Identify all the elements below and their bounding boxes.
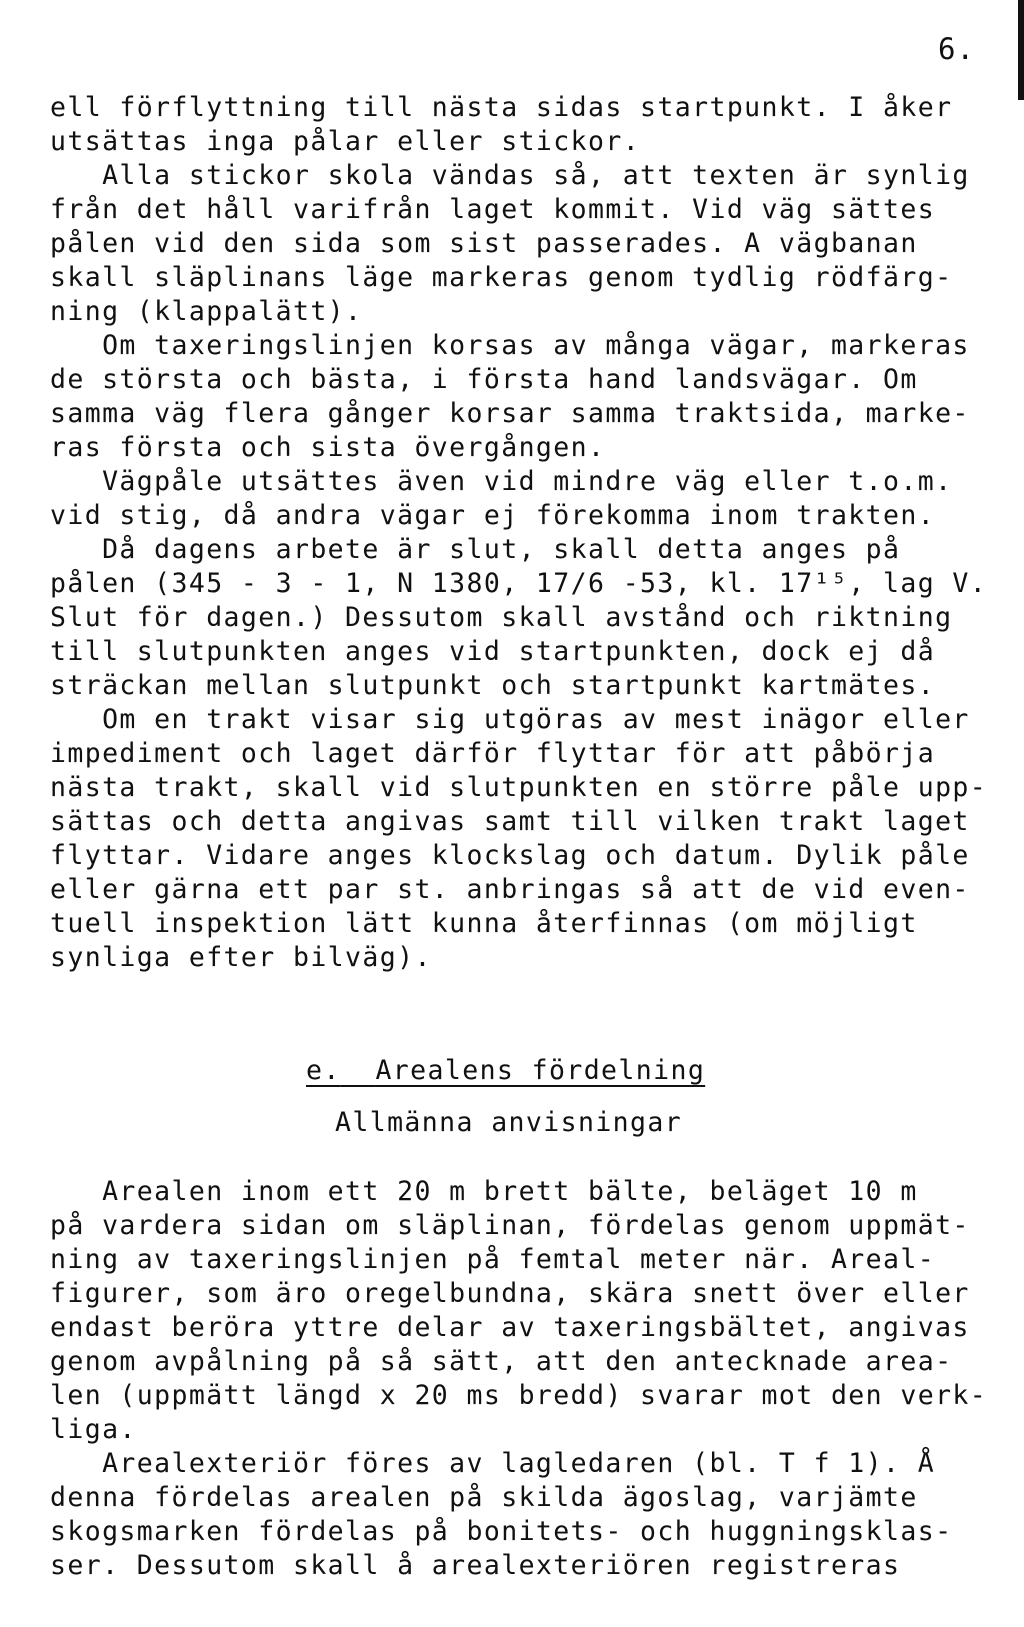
text-line: endast beröra yttre delar av taxeringsbältet, angivas	[50, 1312, 970, 1343]
text-line: Arealexteriör föres av lagledaren (bl. T f 1). Å	[50, 1448, 936, 1479]
text-line: sträckan mellan slutpunkt och startpunkt kartmätes.	[50, 670, 936, 701]
text-line: till slutpunkten anges vid startpunkten, dock ej då	[50, 636, 936, 667]
text-line: Vägpåle utsättes även vid mindre väg eller t.o.m.	[50, 466, 953, 497]
text-line: len (uppmätt längd x 20 ms bredd) svarar mot den verk-	[50, 1380, 988, 1411]
page-number: 6.	[938, 32, 975, 66]
text-line: Om taxeringslinjen korsas av många vägar, markeras	[50, 330, 970, 361]
text-line: på vardera sidan om släplinan, fördelas genom uppmät-	[50, 1210, 970, 1241]
text-line: denna fördelas arealen på skilda ägoslag, varjämte	[50, 1482, 918, 1513]
text-line: synliga efter bilväg).	[50, 942, 432, 973]
text-line: figurer, som äro oregelbundna, skära snett över eller	[50, 1278, 970, 1309]
text-line: pålen (345 - 3 - 1, N 1380, 17/6 -53, kl. 17¹⁵, lag V.	[50, 568, 988, 599]
text-line: Om en trakt visar sig utgöras av mest inägor eller	[50, 704, 970, 735]
text-line: Alla stickor skola vändas så, att texten är synlig	[50, 160, 970, 191]
text-line: skogsmarken fördelas på bonitets- och huggningsklas-	[50, 1516, 953, 1547]
text-line: vid stig, då andra vägar ej förekomma inom trakten.	[50, 500, 936, 531]
text-line: ning (klappalätt).	[50, 296, 363, 327]
text-line: skall släplinans läge markeras genom tydlig rödfärg-	[50, 262, 953, 293]
text-line: nästa trakt, skall vid slutpunkten en större påle upp-	[50, 772, 988, 803]
text-line: genom avpålning på så sätt, att den antecknade area-	[50, 1346, 953, 1377]
section-subtitle: Allmänna anvisningar	[335, 1107, 683, 1138]
text-line: impediment och laget därför flyttar för att påbörja	[50, 738, 936, 769]
text-line: pålen vid den sida som sist passerades. A vägbanan	[50, 228, 918, 259]
text-line: eller gärna ett par st. anbringas så att de vid even-	[50, 874, 970, 905]
text-line: flyttar. Vidare anges klockslag och datum. Dylik påle	[50, 840, 970, 871]
text-line: Arealen inom ett 20 m brett bälte, beläget 10 m	[50, 1176, 918, 1207]
section-letter: e.	[306, 1055, 341, 1086]
text-line: tuell inspektion lätt kunna återfinnas (om möjligt	[50, 908, 918, 939]
text-line: ser. Dessutom skall å arealexteriören registreras	[50, 1550, 901, 1581]
text-line: Då dagens arbete är slut, skall detta anges på	[50, 534, 901, 565]
section-spacer	[341, 1055, 376, 1086]
text-line: ell förflyttning till nästa sidas startpunkt. I åker	[50, 92, 953, 123]
text-line: från det håll varifrån laget kommit. Vid väg sättes	[50, 194, 936, 225]
text-line: ning av taxeringslinjen på femtal meter när. Areal-	[50, 1244, 936, 1275]
page-edge-rule	[1018, 0, 1024, 100]
section-title: Arealens fördelning	[375, 1055, 706, 1086]
text-line: liga.	[50, 1414, 137, 1445]
text-line: sättas och detta angivas samt till vilken trakt laget	[50, 806, 970, 837]
text-line: utsättas inga pålar eller stickor.	[50, 126, 641, 157]
text-line: Slut för dagen.) Dessutom skall avstånd och riktning	[50, 602, 953, 633]
text-line: ras första och sista övergången.	[50, 432, 606, 463]
text-line: samma väg flera gånger korsar samma traktsida, marke-	[50, 398, 970, 429]
text-line: de största och bästa, i första hand landsvägar. Om	[50, 364, 918, 395]
section-heading	[306, 1055, 705, 1086]
